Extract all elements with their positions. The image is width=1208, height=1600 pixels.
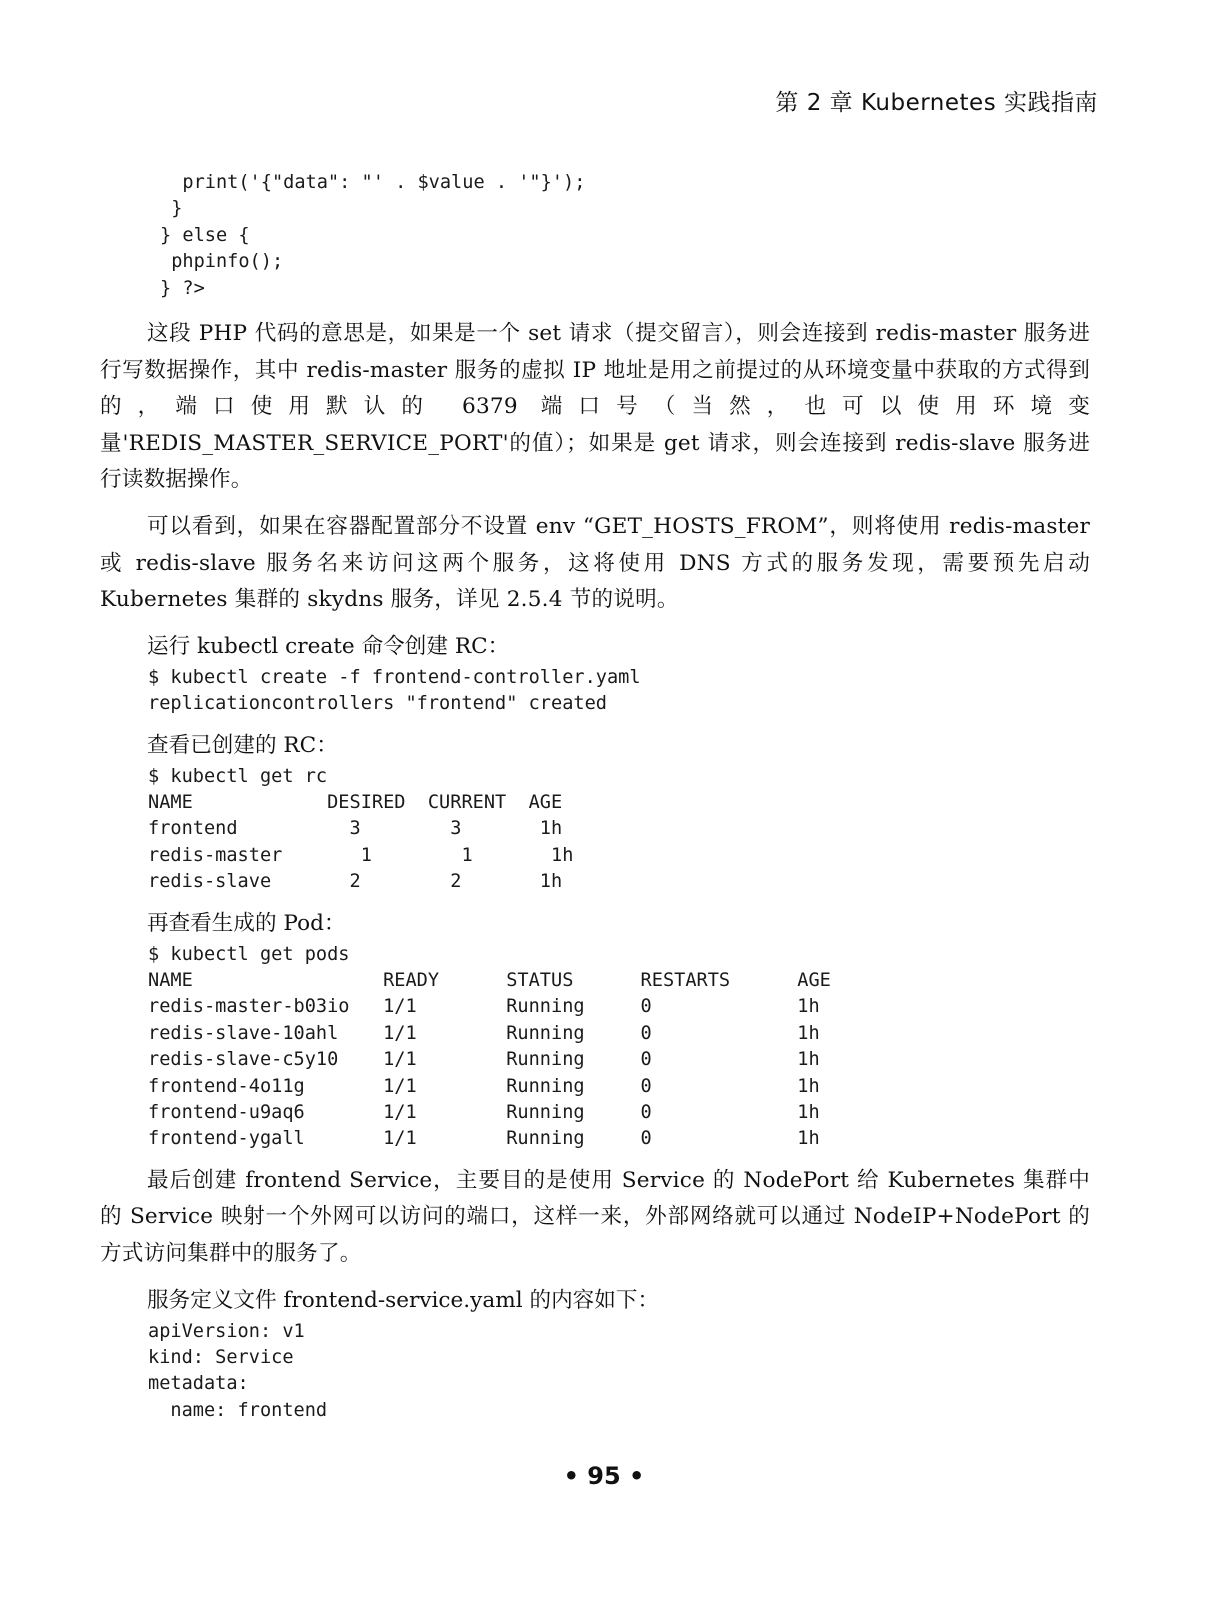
code-php-snippet: print('{"data": "' . $value . '"}'); } } else { phpinfo(); } ?> (160, 172, 586, 299)
lead-get-pods: 再查看生成的 Pod： (147, 910, 346, 936)
code-service-yaml: apiVersion: v1 kind: Service metadata: name: frontend (148, 1320, 328, 1421)
code-get-rc: $ kubectl get rc NAME DESIRED CURRENT AGE frontend 3 3 1h redis-master 1 1 1h redis-slave 2 2 1h (148, 765, 574, 893)
paragraph-frontend-service: 最后创建 frontend Service，主要目的是使用 Service 的 NodePort 给 Kubernetes 集群中的 Service 映射一个外网可以访问的端口，这样一来，外部网络就可以通过 NodeIP+NodePort 的方式访问集群中的服务了。 (100, 1167, 1090, 1267)
paragraph-dns-discovery: 可以看到，如果在容器配置部分不设置 env “GET_HOSTS_FROM”，则将使用 redis-master 或 redis-slave 服务名来访问这两个服务，这将使用 DNS 方式的服务发现，需要预先启动 Kubernetes 集群的 skydns 服务，详见 2.5.4 节的说明。 (100, 514, 1090, 613)
page-header: 第 2 章 Kubernetes 实践指南 (775, 90, 1098, 116)
lead-get-rc: 查看已创建的 RC： (147, 732, 338, 758)
code-create-rc: $ kubectl create -f frontend-controller.yaml replicationcontrollers "frontend" created (148, 666, 641, 715)
page-number: • 95 • (563, 1462, 645, 1490)
page-content (100, 170, 1090, 1424)
lead-service-definition: 服务定义文件 frontend-service.yaml 的内容如下： (147, 1287, 660, 1313)
lead-create-rc: 运行 kubectl create 命令创建 RC： (147, 633, 510, 659)
paragraph-php-explanation: 这段 PHP 代码的意思是，如果是一个 set 请求（提交留言），则会连接到 redis-master 服务进行写数据操作，其中 redis-master 服务的虚拟 IP 地址是用之前提过的从环境变量中获取的方式得到的，端口使用默认的 6379 端口号（当然，也可以使用环境变量'REDIS_MASTER_SERVICE_PORT'的值）；如果是 get 请求，则会连接到 redis-slave 服务进行读数据操作。 (100, 321, 1090, 493)
code-get-pods: $ kubectl get pods NAME READY STATUS RESTARTS AGE redis-master-b03io 1/1 Running 0 1h redis-slave-10ahl 1/1 Running 0 1h redis-slave-c5y10 1/1 Running 0 1h frontend-4o11g 1/1 Running 0 1h frontend-u9aq6 1/1 Running 0 1h frontend-ygall 1/1 Running 0 1h (148, 943, 831, 1150)
